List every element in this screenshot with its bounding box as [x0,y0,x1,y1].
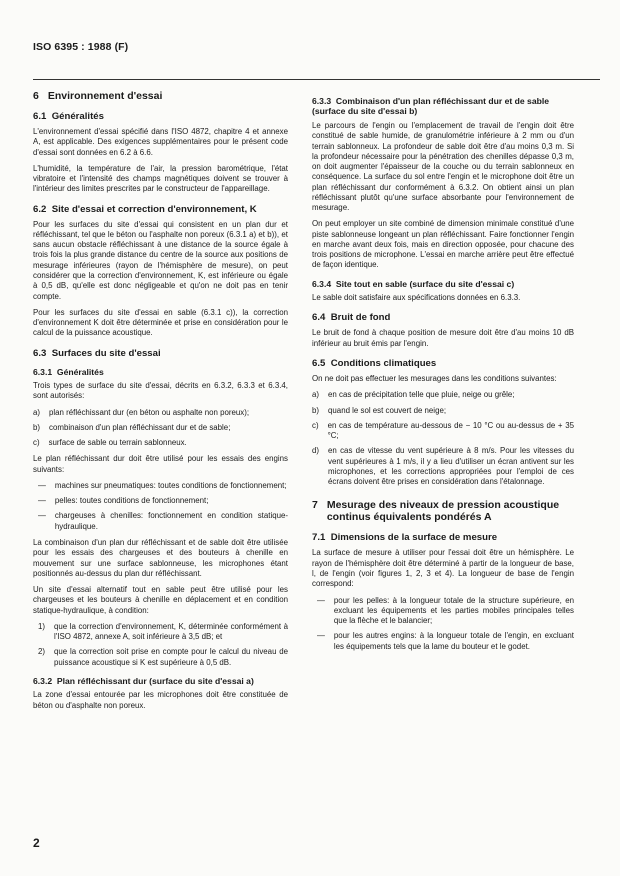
conditions-list [33,622,288,668]
section-6-1-heading: 6.1 Généralités [33,111,104,123]
paragraph: Le plan réfléchissant dur doit être utilisé pour les essais des engins suivants: [33,454,288,474]
list-item: c) en cas de température au-dessous de − 10 °C ou au-dessus de + 35 °C; [312,420,574,441]
section-6-3-2-heading: 6.3.2 Plan réfléchissant dur (surface du site d'essai a) [33,675,254,686]
paragraph: L'humidité, la température de l'air, la pression barométrique, l'état vibratoire et l'intensité des champs magnétiques doivent se trouver à l'intérieur des limites prescrites par le constructeur de l'appareillage. [33,163,288,194]
page-number: 2 [33,836,40,850]
paragraph: Pour les surfaces du site d'essai en sable (6.3.1 c)), la correction d'environnement K doit être déterminée et prise en considération pour le calcul de la puissance acoustique. [33,307,288,338]
left-column [33,90,288,717]
list-item: — pour les autres engins: à la longueur totale de l'engin, en excluant les équipements tels que la lame du bouteur et le godet. [317,631,574,651]
list-item: c) surface de sable ou terrain sablonneux. [33,438,187,448]
section-6-3-4-heading: 6.3.4 Site tout en sable (surface du site d'essai c) [312,278,515,289]
machines-list [33,481,288,532]
section-7-1-heading: 7.1 Dimensions de la surface de mesure [312,532,498,544]
section-6-3-3-heading: 6.3.3 Combinaison d'un plan réfléchissant dur et de sable (surface du site d'essai b) [312,96,550,117]
section-6-heading: 6 Environnement d'essai [33,90,163,102]
section-6-2-heading: 6.2 Site d'essai et correction d'environnement, K [33,203,257,215]
paragraph: On ne doit pas effectuer les mesurages dans les conditions suivantes: [312,373,557,383]
paragraph: Un site d'essai alternatif tout en sable peut être utilisé pour les chargeuses et les bouteurs à chenille en déplacement et en condition statique-hydraulique, à condition: [33,585,288,615]
paragraph: La combinaison d'un plan dur réfléchissant et de sable doit être utilisée pour les essais des chargeuses et des bouteurs à chenille en mouvement sur une surface sablonneuse, les microphones étant positionnés au-dessus du plan dur réfléchissant. [33,537,288,578]
paragraph: La zone d'essai entourée par les microphones doit être constituée de béton ou d'asphalte non poreux. [33,690,288,710]
list-item: b) quand le sol est couvert de neige; [312,405,447,415]
paragraph: L'environnement d'essai spécifié dans l'ISO 4872, chapitre 4 et annexe A, est applicable. Des exigences supplémentaires pour le présent code d'essai sont données en 6.2 à 6.6. [33,127,288,157]
list-item: d) en cas de vitesse du vent supérieure à 8 m/s. Pour les vitesses du vent supérieures à 1 m/s, il y a lieu d'utiliser un écran antivent sur les microphones, et les corrections appropriées pour l'emploi de ces écrans doivent être prises en considération dans l'étalonnage. [312,446,574,487]
list-item: a) en cas de précipitation telle que pluie, neige ou grêle; [312,390,515,400]
list-item: — chargeuses à chenilles: fonctionnement en condition statique-hydraulique. [38,511,288,531]
document-header: ISO 6395 : 1988 (F) [33,41,129,53]
surface-types-list [33,408,288,449]
paragraph: On peut employer un site combiné de dimension minimale constitué d'une piste sablonneuse longeant un plan réfléchissant. Faire fonctionner l'engin en marche avant deux fois, mais en direction opposée, pour chacune des trois positions de microphone. L'essai en marche arrière peut être effectué de façon identique. [312,219,574,270]
paragraph: La surface de mesure à utiliser pour l'essai doit être un hémisphère. Le rayon de l'hémisphère doit être déterminé à partir de la longueur de base, l, de l'engin (voir figures 1, 2, 3 et 4). La longueur de base de l'engin correspond: [312,548,574,589]
header-rule [33,79,600,80]
section-6-4-heading: 6.4 Bruit de fond [312,312,391,324]
list-item: 1) que la correction d'environnement, K, déterminée conformément à l'ISO 4872, annexe A, soit inférieure à 3,5 dB; et [38,621,288,642]
list-item: — pour les pelles: à la longueur totale de la structure supérieure, en excluant les équipements et les parties mobiles principales telles que la flèche et le balancier; [317,595,574,626]
section-6-3-1-heading: 6.3.1 Généralités [33,366,104,377]
list-item: — pelles: toutes conditions de fonctionnement; [38,496,209,506]
list-item: b) combinaison d'un plan réfléchissant dur et de sable; [33,422,231,432]
list-item: 2) que la correction soit prise en compte pour le calcul du niveau de puissance acoustique si K est supérieure à 0,5 dB. [38,647,288,667]
paragraph: Le parcours de l'engin ou l'emplacement de travail de l'engin doit être constitué de sable humide, de granulométrie inférieure à 2 mm ou d'un terrain sablonneux. La profondeur de sable doit être d'au moins 0,3 m. Si la profondeur nécessaire pour la pénétration des chenilles dépasse 0,3 m, on doit augmenter l'épaisseur de la couche ou du terrain sablonneux en conséquence. La surface du sol entre l'engin et le microphone doit être un plan réfléchissant dur conformément à 6.3.2. On obtient ainsi un plan réfléchissant plutôt qu'une surface absorbante pour l'environnement de mesurage. [312,120,574,213]
section-6-3-heading: 6.3 Surfaces du site d'essai [33,347,161,359]
section-6-5-heading: 6.5 Conditions climatiques [312,357,437,369]
paragraph: Trois types de surface du site d'essai, décrits en 6.3.2, 6.3.3 et 6.3.4, sont autorisés: [33,381,288,401]
paragraph: Le bruit de fond à chaque position de mesure doit être d'au moins 10 dB inférieur au bruit émis par l'engin. [312,328,574,348]
list-item: — machines sur pneumatiques: toutes conditions de fonctionnement; [38,480,287,490]
base-length-list [312,596,574,652]
climate-conditions-list [312,390,574,487]
paragraph: Pour les surfaces du site d'essai qui consistent en un plan dur et réfléchissant, tel que le béton ou l'asphalte non poreux (6.3.1 a) et b)), et sans aucun obstacle réfléchissant à une distance de la source égale à trois fois la plus grande distance du centre de la source aux positions de mesurage inférieures (rayon de l'hémisphère de mesure), on peut considérer que la correction d'environnement, K, est inférieure ou égale à 0,5 dB, qu'elle est donc négligeable et qu'on ne doit pas en tenir compte. [33,219,288,301]
paragraph: Le sable doit satisfaire aux spécifications données en 6.3.3. [312,293,521,303]
section-7-heading: 7 Mesurage des niveaux de pression acoustique continus équivalents pondérés A [312,499,560,524]
right-column [312,90,574,658]
list-item: a) plan réfléchissant dur (en béton ou asphalte non poreux); [33,407,250,417]
